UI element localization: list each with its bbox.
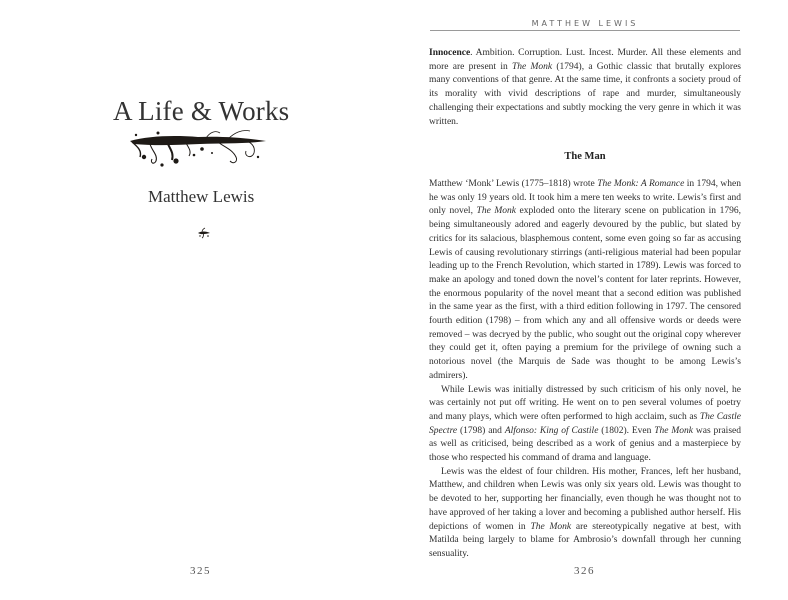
ink-splatter-flourish-icon (128, 127, 268, 171)
page-number-left: 325 (190, 565, 211, 577)
intro-text: . Ambition. Corruption. Lust. Incest. Murder. All these elements and more are present in (429, 48, 741, 72)
paragraph-text: Matthew ‘Monk’ Lewis (1775–1818) wrote (429, 179, 598, 189)
paragraph-text: While Lewis was initially distressed by such criticism of his only novel, he was certainly not put off writing. He went on to pen several volumes of poetry and many plays, which were often performed to high acclaim, such as (429, 384, 741, 422)
work-title: The Monk (476, 206, 516, 217)
right-page (394, 0, 788, 600)
header-rule (430, 30, 740, 31)
paragraph-text: (1802). Even (598, 425, 655, 436)
work-title: The Monk (530, 521, 572, 532)
work-title: The Monk: A Romance (597, 179, 685, 189)
author-name: Matthew Lewis (148, 187, 255, 206)
paragraph-text: was praised as well as criticised, being described as a work of genius and a masterpiece by those who respected his command of drama and language. (429, 425, 741, 464)
page-number-right: 326 (574, 565, 595, 577)
work-title: The Monk (654, 425, 694, 436)
book-title: A Life & Works (113, 96, 290, 126)
intro-paragraph (429, 47, 741, 129)
body-text (429, 178, 741, 562)
intro-text: (1794), a Gothic classic that brutally explores many conventions of that genre. At the same time, it confronts a society proud of its morality with vivid descriptions of rape and murder, simultaneously challenging their expectations and subtly mocking the very genre in which it was written. (429, 61, 741, 127)
paragraph-text: (1798) and (457, 425, 505, 436)
paragraph-text: exploded onto the literary scene on publication in 1796, being simultaneously adored and eagerly devoured by the public, but slated by critics for its salacious, blasphemous content, some even going so far as accusing Lewis of causing revolutionary stirrings (anti-religious material had been popular leading up to the French Revolution, which started in 1789). Lewis was forced to make an apology and toned down the novel’s content for later reprints. However, the enormous popularity of the novel meant that a second edition was published in the same year as the first, with a third edition following in 1797. The censored fourth edition (1798) – from which any and all offensive words or deeds were removed – was decryed by the public, who sought out the original copy wherever they could get it, often paying a premium for the privilege of owning such a notorious novel (the Marquis de Sade was thought to be among Lewis’s admirers). (429, 206, 741, 381)
paragraph-text: Lewis was the eldest of four children. His mother, Frances, left her husband, Matthew, and children when Lewis was only six years old. Lewis was thought to be devoted to her, supporting her financially, even though he was thought not to have approved of her taking a lover and becoming a published author herself. His depictions of women in (429, 466, 741, 532)
paragraph-text: are stereotypically negative at best, with Matilda being largely to blame for Ambrosio’s downfall through her cunning sensuality. (429, 521, 741, 559)
small-ink-ornament-icon (197, 227, 211, 239)
running-head: MATTHEW LEWIS (531, 19, 639, 28)
paragraph-2 (429, 384, 741, 466)
work-title: The Castle Spectre (429, 411, 741, 436)
intro-title: The Monk (511, 61, 553, 72)
section-heading: The Man (564, 151, 606, 162)
intro-lead-word: Innocence (429, 48, 471, 58)
paragraph-3 (429, 466, 741, 562)
paragraph-1 (429, 178, 741, 384)
work-title: Alfonso: King of Castile (504, 425, 599, 436)
paragraph-text: in 1794, when he was only 19 years old. It took him a mere ten weeks to write. Lewis’s first and only novel, (429, 179, 741, 217)
